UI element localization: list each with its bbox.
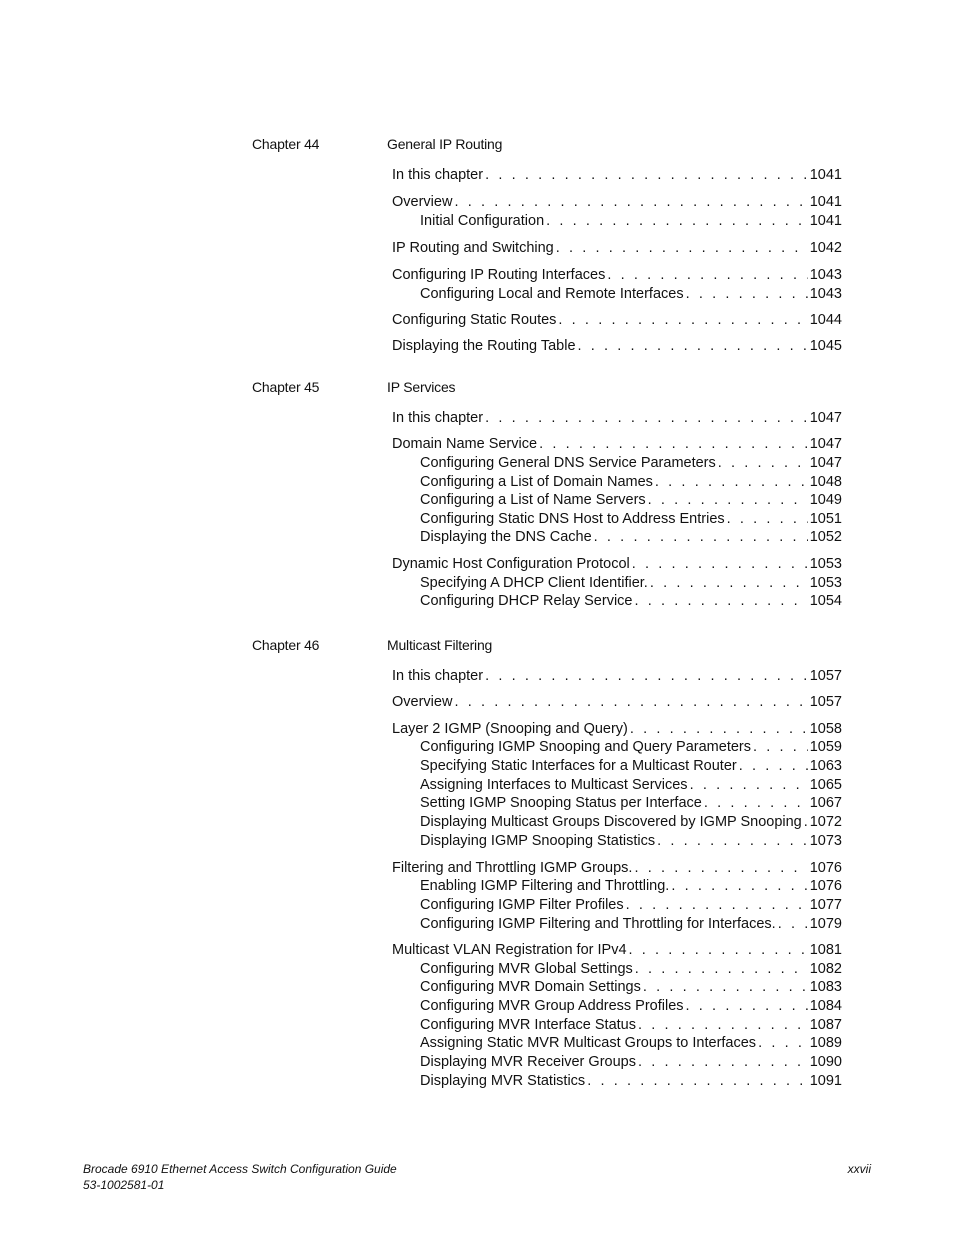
- toc-entry-title: Configuring IP Routing Interfaces: [392, 267, 606, 283]
- dot-leader: [546, 212, 808, 231]
- chapter-title: General IP Routing: [387, 136, 503, 152]
- dot-leader: [635, 960, 808, 979]
- toc-entry[interactable]: [420, 212, 842, 231]
- dot-leader: [630, 720, 808, 739]
- toc-entry[interactable]: [420, 776, 842, 795]
- toc-entry-title: Displaying IGMP Snooping Statistics: [420, 833, 656, 849]
- toc-entry-title: Configuring IGMP Filtering and Throttling for Interfaces.: [420, 916, 776, 932]
- chapter-heading: [252, 136, 842, 156]
- toc-entry-title: Displaying Multicast Groups Discovered by IGMP Snooping: [420, 814, 802, 830]
- toc-entry-title: Overview: [392, 694, 453, 710]
- toc-entry-page: 1051: [809, 511, 842, 527]
- toc-entry[interactable]: [420, 794, 842, 813]
- toc-entry-title: Configuring a List of Domain Names: [420, 474, 653, 490]
- footer-guide-title: Brocade 6910 Ethernet Access Switch Configuration Guide: [83, 1162, 397, 1176]
- toc-entry-title: Configuring IGMP Filter Profiles: [420, 897, 624, 913]
- toc-entry-page: 1084: [809, 998, 842, 1014]
- toc-entry[interactable]: [420, 738, 842, 757]
- dot-leader: [718, 454, 808, 473]
- dot-leader: [556, 239, 808, 258]
- toc-entry-title: Assigning Static MVR Multicast Groups to Interfaces: [420, 1035, 757, 1051]
- toc-entry-page: 1047: [809, 455, 842, 471]
- dot-leader: [634, 859, 807, 878]
- toc-entry-title: Configuring a List of Name Servers: [420, 492, 646, 508]
- chapter-label: Chapter 44: [252, 136, 320, 152]
- toc-entry-title: Setting IGMP Snooping Status per Interface: [420, 795, 702, 811]
- toc-entry-page: 1045: [809, 338, 842, 354]
- dot-leader: [804, 813, 808, 832]
- chapter-label: Chapter 46: [252, 637, 320, 653]
- toc-entry-title: Displaying MVR Statistics: [420, 1073, 586, 1089]
- toc-entry[interactable]: [392, 311, 842, 330]
- dot-leader: [607, 266, 807, 285]
- toc-entry[interactable]: [420, 757, 842, 776]
- toc-entry[interactable]: [420, 1034, 842, 1053]
- chapter-title: IP Services: [387, 379, 456, 395]
- dot-leader: [650, 574, 808, 593]
- toc-entry-title: Configuring MVR Group Address Profiles: [420, 998, 684, 1014]
- toc-entry-page: 1081: [809, 942, 842, 958]
- toc-entry[interactable]: [420, 454, 842, 473]
- toc-entry[interactable]: [420, 813, 842, 832]
- toc-entry-title: Configuring MVR Domain Settings: [420, 979, 641, 995]
- toc-entry-title: Filtering and Throttling IGMP Groups.: [392, 860, 633, 876]
- toc-entry-title: Configuring Static Routes: [392, 312, 557, 328]
- toc-entry-page: 1065: [809, 777, 842, 793]
- toc-entry-page: 1047: [809, 436, 842, 452]
- toc-entry-title: In this chapter: [392, 668, 484, 684]
- toc-entry-title: Layer 2 IGMP (Snooping and Query): [392, 721, 628, 737]
- toc-entry[interactable]: [420, 915, 842, 934]
- toc-entry-title: Configuring MVR Interface Status: [420, 1017, 636, 1033]
- toc-entry-title: In this chapter: [392, 167, 484, 183]
- dot-leader: [485, 409, 808, 428]
- dot-leader: [638, 1053, 808, 1072]
- dot-leader: [727, 510, 808, 529]
- toc-entry-page: 1063: [809, 758, 842, 774]
- toc-entry-page: 1041: [809, 194, 842, 210]
- dot-leader: [739, 757, 808, 776]
- toc-entry-page: 1052: [809, 529, 842, 545]
- dot-leader: [643, 978, 808, 997]
- toc-entry-title: Configuring DHCP Relay Service: [420, 593, 633, 609]
- toc-entry-title: Dynamic Host Configuration Protocol: [392, 556, 630, 572]
- toc-entry-title: Multicast VLAN Registration for IPv4: [392, 942, 627, 958]
- toc-entry[interactable]: [392, 941, 842, 960]
- dot-leader: [690, 776, 808, 795]
- toc-entry-title: Initial Configuration: [420, 213, 545, 229]
- toc-entry-title: Enabling IGMP Filtering and Throttling.: [420, 878, 670, 894]
- toc-entry-title: Displaying MVR Receiver Groups: [420, 1054, 636, 1070]
- toc-entry-page: 1076: [809, 860, 842, 876]
- toc-entry-title: Configuring Local and Remote Interfaces: [420, 286, 684, 302]
- dot-leader: [454, 693, 807, 712]
- toc-entry-page: 1057: [809, 694, 842, 710]
- toc-entry-title: Assigning Interfaces to Multicast Services: [420, 777, 688, 793]
- toc-entry-title: Configuring IGMP Snooping and Query Parameters: [420, 739, 751, 755]
- toc-entry-page: 1090: [809, 1054, 842, 1070]
- dot-leader: [578, 337, 808, 356]
- chapter-heading: [252, 379, 842, 399]
- toc-entry[interactable]: [420, 510, 842, 529]
- dot-leader: [657, 832, 808, 851]
- toc-entry-page: 1067: [809, 795, 842, 811]
- toc-entry-title: In this chapter: [392, 410, 484, 426]
- toc-entry[interactable]: [392, 409, 842, 428]
- toc-entry-page: 1044: [809, 312, 842, 328]
- toc-entry-title: Specifying Static Interfaces for a Multicast Router: [420, 758, 737, 774]
- dot-leader: [753, 738, 808, 757]
- dot-leader: [655, 473, 808, 492]
- toc-entry[interactable]: [392, 555, 842, 574]
- toc-entry[interactable]: [392, 720, 842, 739]
- toc-entry-page: 1079: [809, 916, 842, 932]
- chapter-section: [252, 379, 842, 609]
- toc-entry-page: 1076: [809, 878, 842, 894]
- toc-entry-title: Displaying the Routing Table: [392, 338, 576, 354]
- toc-entry-page: 1077: [809, 897, 842, 913]
- toc-entry[interactable]: [420, 592, 842, 611]
- chapter-heading: [252, 637, 842, 657]
- toc-entry-page: 1083: [809, 979, 842, 995]
- toc-entry-page: 1059: [809, 739, 842, 755]
- toc-entry-page: 1073: [809, 833, 842, 849]
- toc-entry[interactable]: [420, 491, 842, 510]
- toc-entry[interactable]: [420, 832, 842, 851]
- toc-entry[interactable]: [420, 997, 842, 1016]
- toc-entry-page: 1049: [809, 492, 842, 508]
- dot-leader: [539, 435, 808, 454]
- toc-entry[interactable]: [392, 859, 842, 878]
- dot-leader: [648, 491, 808, 510]
- dot-leader: [558, 311, 807, 330]
- toc-entry-title: Displaying the DNS Cache: [420, 529, 592, 545]
- dot-leader: [454, 193, 807, 212]
- dot-leader: [485, 667, 808, 686]
- chapter-title: Multicast Filtering: [387, 637, 493, 653]
- toc-entry-title: Specifying A DHCP Client Identifier.: [420, 575, 648, 591]
- toc-entry[interactable]: [392, 667, 842, 686]
- toc-entry[interactable]: [392, 693, 842, 712]
- toc-entry[interactable]: [420, 896, 842, 915]
- chapter-label: Chapter 45: [252, 379, 320, 395]
- toc-entry-title: Domain Name Service: [392, 436, 538, 452]
- toc-entry[interactable]: [420, 285, 842, 304]
- toc-entry[interactable]: [420, 978, 842, 997]
- toc-entry-page: 1043: [809, 267, 842, 283]
- toc-entry-title: Configuring General DNS Service Parameters: [420, 455, 716, 471]
- toc-entry[interactable]: [392, 166, 842, 185]
- chapter-section: [252, 136, 842, 354]
- dot-leader: [626, 896, 808, 915]
- toc-entry-page: 1043: [809, 286, 842, 302]
- toc-entry-page: 1087: [809, 1017, 842, 1033]
- toc-entry[interactable]: [420, 473, 842, 492]
- toc-entry-page: 1053: [809, 575, 842, 591]
- toc-entry[interactable]: [392, 337, 842, 356]
- toc-entry-title: Overview: [392, 194, 453, 210]
- dot-leader: [587, 1072, 808, 1091]
- toc-entry-page: 1091: [809, 1073, 842, 1089]
- toc-entry-page: 1057: [809, 668, 842, 684]
- toc-entry-page: 1042: [809, 240, 842, 256]
- toc-entry[interactable]: [392, 193, 842, 212]
- toc-entry-page: 1058: [809, 721, 842, 737]
- toc-entry-page: 1054: [809, 593, 842, 609]
- toc-entry[interactable]: [420, 960, 842, 979]
- dot-leader: [671, 877, 807, 896]
- dot-leader: [594, 528, 808, 547]
- dot-leader: [704, 794, 808, 813]
- dot-leader: [629, 941, 808, 960]
- footer-doc-number: 53-1002581-01: [83, 1178, 165, 1192]
- toc-entry-page: 1089: [809, 1035, 842, 1051]
- toc-entry[interactable]: [420, 1072, 842, 1091]
- toc-entry-page: 1047: [809, 410, 842, 426]
- toc-entry-page: 1082: [809, 961, 842, 977]
- toc-entry-page: 1041: [809, 167, 842, 183]
- toc-entry[interactable]: [392, 239, 842, 258]
- dot-leader: [638, 1016, 808, 1035]
- dot-leader: [635, 592, 808, 611]
- toc-entry-page: 1048: [809, 474, 842, 490]
- toc-entry[interactable]: [420, 528, 842, 547]
- toc-entry-page: 1041: [809, 213, 842, 229]
- toc-entry-page: 1072: [809, 814, 842, 830]
- toc-entry[interactable]: [420, 1016, 842, 1035]
- toc-entry-title: Configuring MVR Global Settings: [420, 961, 633, 977]
- footer-page-number: xxvii: [847, 1162, 871, 1176]
- dot-leader: [632, 555, 808, 574]
- toc-entry[interactable]: [392, 266, 842, 285]
- toc-entry-page: 1053: [809, 556, 842, 572]
- toc-entry[interactable]: [420, 574, 842, 593]
- dot-leader: [686, 285, 808, 304]
- toc-entry-title: Configuring Static DNS Host to Address Entries: [420, 511, 725, 527]
- toc-entry[interactable]: [420, 877, 842, 896]
- dot-leader: [686, 997, 808, 1016]
- dot-leader: [778, 915, 808, 934]
- dot-leader: [485, 166, 808, 185]
- toc-entry-title: IP Routing and Switching: [392, 240, 554, 256]
- toc-entry[interactable]: [392, 435, 842, 454]
- chapter-section: [252, 637, 842, 1089]
- dot-leader: [758, 1034, 808, 1053]
- toc-entry[interactable]: [420, 1053, 842, 1072]
